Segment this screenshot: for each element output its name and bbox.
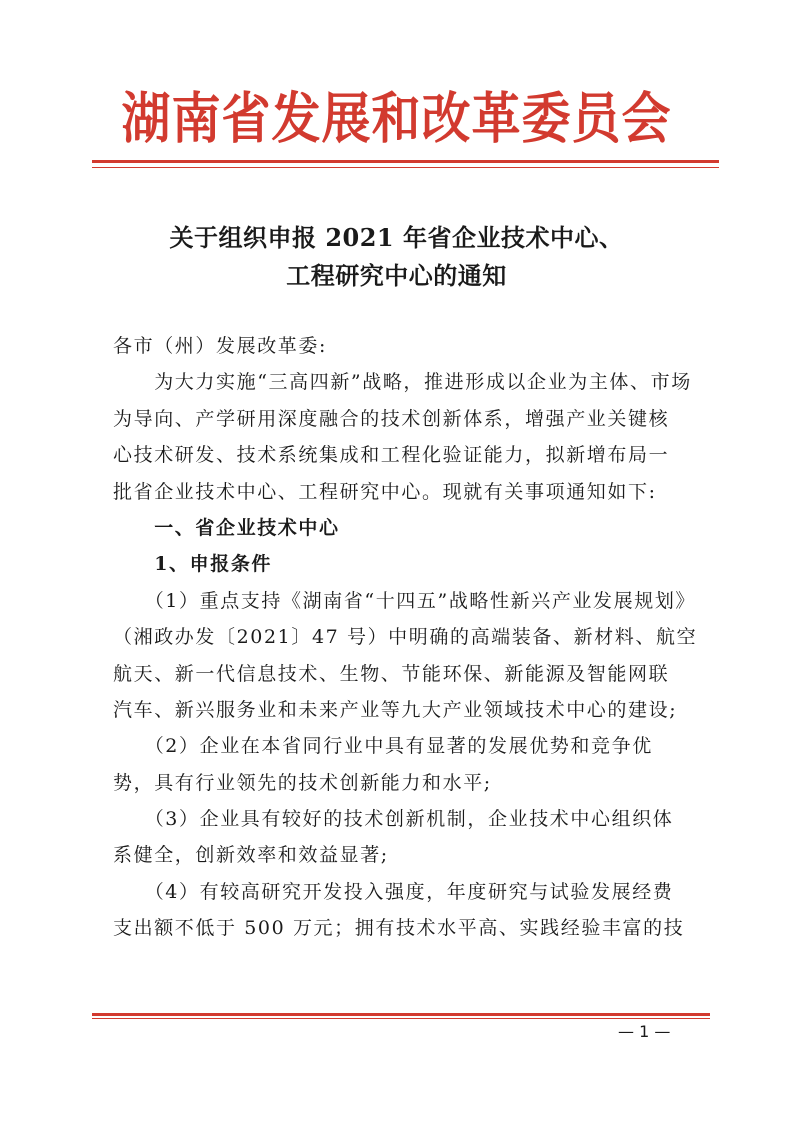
item-4-line: （4）有较高研究开发投入强度，年度研究与试验发展经费 (113, 880, 674, 903)
subsection-heading: 1、申报条件 (113, 553, 273, 576)
item-3-line: 系健全，创新效率和效益显著; (113, 844, 389, 867)
notice-title-line-1: 关于组织申报 2021 年省企业技术中心、 (169, 223, 624, 252)
footer-divider-thick (92, 1013, 710, 1016)
section-heading: 一、省企业技术中心 (113, 516, 340, 539)
item-1-line: （湘政办发〔2021〕47 号）中明确的高端装备、新材料、航空 (113, 626, 698, 649)
header-divider-thick (92, 160, 719, 163)
paragraph-line: 为导向、产学研用深度融合的技术创新体系，增强产业关键核 (113, 407, 670, 430)
item-2-line: （2）企业在本省同行业中具有显著的发展优势和竞争优 (113, 735, 653, 758)
salutation: 各市（州）发展改革委: (113, 335, 328, 357)
paragraph-line: 心技术研发、技术系统集成和工程化验证能力，拟新增布局一 (113, 444, 670, 467)
issuer-title: 湖南省发展和改革委员会 (121, 85, 672, 151)
document-body (113, 328, 698, 947)
item-3-line: （3）企业具有较好的技术创新机制，企业技术中心组织体 (113, 808, 674, 831)
paragraph-line: 为大力实施“三高四新”战略，推进形成以企业为主体、市场 (113, 371, 692, 394)
footer-divider-thin (92, 1018, 710, 1019)
paragraph-line: 批省企业技术中心、工程研究中心。现就有关事项通知如下: (113, 480, 657, 503)
page-number: — 1 — (618, 1022, 671, 1041)
item-1-line: 航天、新一代信息技术、生物、节能环保、新能源及智能网联 (113, 662, 670, 685)
item-1-line: （1）重点支持《湖南省“十四五”战略性新兴产业发展规划》 (113, 589, 697, 612)
item-1-line: 汽车、新兴服务业和未来产业等九大产业领域技术中心的建设; (113, 698, 678, 721)
notice-title-line-2: 工程研究中心的通知 (286, 261, 507, 290)
item-4-line: 支出额不低于 500 万元；拥有技术水平高、实践经验丰富的技 (113, 917, 685, 940)
header-divider-thin (92, 167, 719, 168)
item-2-line: 势，具有行业领先的技术创新能力和水平; (113, 771, 492, 794)
